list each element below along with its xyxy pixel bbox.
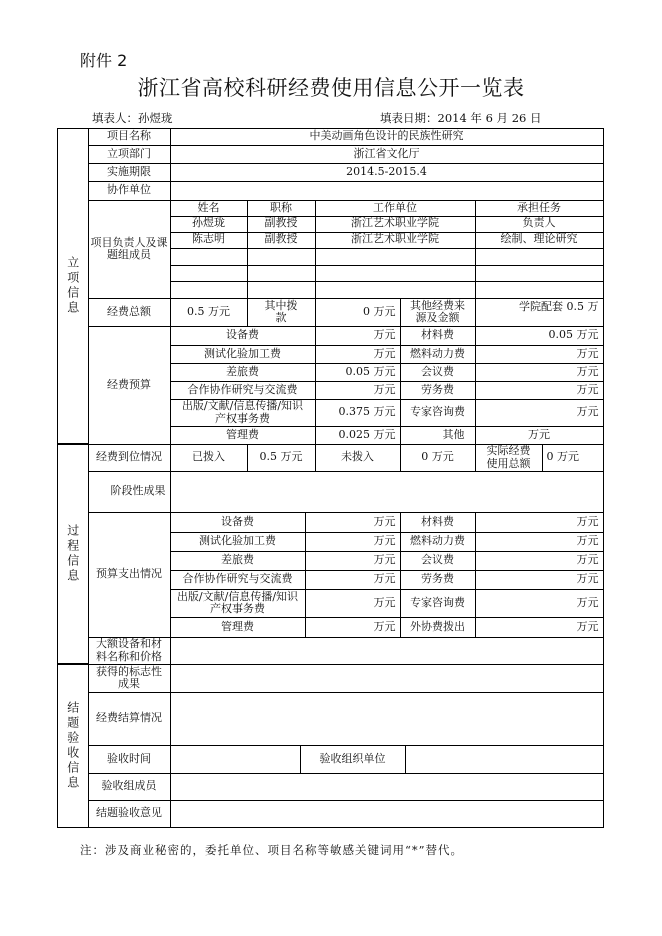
spend-amount: 万元: [475, 551, 604, 571]
member-title: [247, 281, 316, 299]
members-header-unit: 工作单位: [315, 200, 476, 217]
fill-date: 填表日期：2014 年 6 月 26 日: [380, 111, 542, 125]
members-header-name: 姓名: [170, 200, 248, 217]
member-title: [247, 248, 316, 266]
budget-item: 合作协作研究与交流费: [170, 381, 316, 400]
coop-value: [170, 181, 604, 201]
budget-item: 其他: [400, 426, 476, 445]
filler-name: 填表人：孙煜珑: [92, 111, 173, 125]
spend-amount: 万元: [475, 617, 604, 638]
spend-amount: 万元: [475, 570, 604, 590]
settlement-value: [170, 692, 604, 746]
acceptance-members-label: 验收组成员: [88, 773, 171, 801]
budget-item: 测试化验加工费: [170, 345, 316, 364]
acceptance-members-value: [170, 773, 604, 801]
member-task: [475, 265, 604, 282]
acceptance-time-label: 验收时间: [88, 745, 171, 774]
budget-amount: 万元: [315, 381, 401, 400]
spend-amount: 万元: [305, 617, 401, 638]
period-label: 实施期限: [88, 163, 171, 182]
settlement-label: 经费结算情况: [88, 692, 171, 746]
budget-item: 出版/文献/信息传播/知识产权事务费: [170, 399, 316, 427]
spend-amount: 万元: [305, 532, 401, 552]
spend-amount: 万元: [305, 589, 401, 618]
member-task: 绘制、理论研究: [475, 232, 604, 249]
other-funding-label: 其他经费来源及金额: [400, 298, 476, 327]
budget-amount: 万元: [475, 399, 604, 427]
total-label: 经费总额: [88, 298, 171, 327]
total-value: 0.5 万元: [170, 298, 248, 327]
spend-item: 管理费: [170, 617, 306, 638]
coop-label: 协作单位: [88, 181, 171, 201]
member-name: [170, 265, 248, 282]
achievement-label: 获得的标志性成果: [88, 664, 171, 693]
spend-amount: 万元: [475, 589, 604, 618]
budget-amount: 0.025 万元: [315, 426, 401, 445]
spend-amount: 万元: [475, 532, 604, 552]
members-header-title: 职称: [247, 200, 316, 217]
pending-label: 未拨入: [315, 444, 401, 472]
stage-results-value: [170, 471, 604, 513]
section-closing: 结题验收信息: [57, 664, 89, 828]
budget-item: 材料费: [400, 326, 476, 346]
budget-item: 管理费: [170, 426, 316, 445]
member-unit: [315, 281, 476, 299]
budget-amount: 0.375 万元: [315, 399, 401, 427]
budget-label: 经费预算: [88, 326, 171, 445]
acceptance-opinion-label: 结题验收意见: [88, 800, 171, 828]
budget-item: 劳务费: [400, 381, 476, 400]
dept-value: 浙江省文化厅: [170, 145, 604, 164]
member-unit: 浙江艺术职业学院: [315, 216, 476, 233]
member-title: [247, 265, 316, 282]
budget-amount: 0.05 万元: [475, 326, 604, 346]
spend-item: 材料费: [400, 512, 476, 533]
actual-usage-label: 实际经费使用总额: [475, 444, 543, 472]
members-header-task: 承担任务: [475, 200, 604, 217]
acceptance-org-value: [405, 745, 604, 774]
period-value: 2014.5-2015.4: [170, 163, 604, 182]
spend-amount: 万元: [305, 570, 401, 590]
budget-item: 差旅费: [170, 363, 316, 382]
project-name-label: 项目名称: [88, 128, 171, 146]
section-project: 立项信息: [57, 128, 89, 444]
budget-amount: 万元: [315, 326, 401, 346]
footnote: 注：涉及商业秘密的，委托单位、项目名称等敏感关键词用“*”替代。: [80, 843, 464, 857]
arrival-label: 经费到位情况: [88, 444, 171, 472]
grant-value: 0 万元: [315, 298, 401, 327]
member-unit: [315, 265, 476, 282]
spend-item: 劳务费: [400, 570, 476, 590]
spend-amount: 万元: [475, 512, 604, 533]
spend-item: 燃料动力费: [400, 532, 476, 552]
stage-results-label: 阶段性成果: [88, 471, 171, 513]
spend-amount: 万元: [305, 512, 401, 533]
acceptance-time-value: [170, 745, 301, 774]
member-unit: 浙江艺术职业学院: [315, 232, 476, 249]
member-task: [475, 281, 604, 299]
budget-amount: 0.05 万元: [315, 363, 401, 382]
budget-amount: 万元: [475, 363, 604, 382]
grant-label: 其中拨款: [247, 298, 316, 327]
member-name: [170, 248, 248, 266]
large-items-label: 大额设备和材料名称和价格: [88, 637, 171, 665]
section-process: 过程信息: [57, 444, 89, 664]
achievement-value: [170, 664, 604, 693]
budget-amount: 万元: [475, 381, 604, 400]
member-task: [475, 248, 604, 266]
spend-label: 预算支出情况: [88, 512, 171, 638]
spend-item: 会议费: [400, 551, 476, 571]
members-label: 项目负责人及课题组成员: [88, 200, 171, 299]
budget-amount: 万元: [315, 345, 401, 364]
received-value: 0.5 万元: [247, 444, 316, 472]
pending-value: 0 万元: [400, 444, 476, 472]
page-title: 浙江省高校科研经费使用信息公开一览表: [137, 76, 525, 100]
dept-label: 立项部门: [88, 145, 171, 164]
received-label: 已拨入: [170, 444, 248, 472]
member-title: 副教授: [247, 216, 316, 233]
spend-item: 出版/文献/信息传播/知识产权事务费: [170, 589, 306, 618]
member-task: 负责人: [475, 216, 604, 233]
spend-item: 差旅费: [170, 551, 306, 571]
spend-item: 测试化验加工费: [170, 532, 306, 552]
other-funding-value: 学院配套 0.5 万: [475, 298, 604, 327]
spend-item: 专家咨询费: [400, 589, 476, 618]
member-name: 孙煜珑: [170, 216, 248, 233]
member-name: [170, 281, 248, 299]
member-unit: [315, 248, 476, 266]
member-name: 陈志明: [170, 232, 248, 249]
budget-item: 燃料动力费: [400, 345, 476, 364]
budget-amount: 万元: [475, 345, 604, 364]
acceptance-opinion-value: [170, 800, 604, 828]
large-items-value: [170, 637, 604, 665]
spend-item: 合作协作研究与交流费: [170, 570, 306, 590]
attachment-label: 附件 2: [80, 51, 128, 70]
project-name-value: 中美动画角色设计的民族性研究: [170, 128, 604, 146]
budget-item: 会议费: [400, 363, 476, 382]
budget-item: 设备费: [170, 326, 316, 346]
member-title: 副教授: [247, 232, 316, 249]
spend-item: 外协费拨出: [400, 617, 476, 638]
budget-item: 专家咨询费: [400, 399, 476, 427]
acceptance-org-label: 验收组织单位: [300, 745, 406, 774]
spend-item: 设备费: [170, 512, 306, 533]
actual-usage-value: 0 万元: [542, 444, 604, 472]
budget-amount: 万元: [475, 426, 604, 445]
spend-amount: 万元: [305, 551, 401, 571]
